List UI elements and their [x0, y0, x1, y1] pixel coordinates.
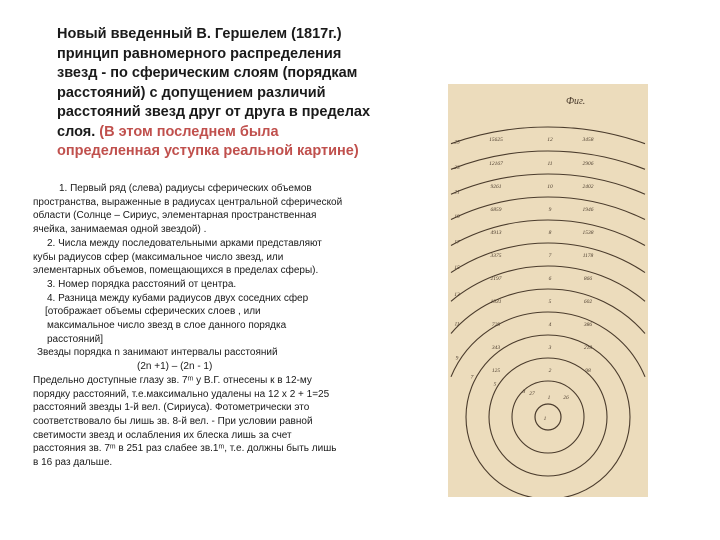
difference-label: 26 — [563, 395, 569, 401]
cube-label: 2197 — [490, 276, 502, 282]
difference-label: 602 — [583, 299, 593, 305]
text-line: 4. Разница между кубами радиусов двух соседних сфер — [47, 292, 309, 304]
explanation-text — [33, 182, 378, 470]
cube-label: 3375 — [490, 253, 502, 259]
text-line: максимальное число звезд в слое данного порядка — [47, 320, 287, 332]
radius-label: 9 — [455, 355, 459, 362]
text-line: расстояний] — [47, 333, 104, 345]
difference-label: 1178 — [582, 253, 594, 259]
text-line: 1. Первый ряд (слева) радиусы сферических объемов — [59, 183, 312, 194]
difference-label: 218 — [583, 345, 593, 351]
order-label: 12 — [547, 137, 553, 143]
text-line: Предельно доступные глазу зв. 7ᵐ у В.Г. отнесены к в 12-му — [33, 374, 312, 386]
cube-label: 4913 — [490, 230, 502, 236]
radius-label: 13 — [454, 292, 460, 299]
text-line: расстояния зв. 7ᵐ в 251 раз слабее зв.1ᵐ, т.е. должны быть лишь — [33, 443, 337, 455]
title-main: Новый введенный В. Гершелем (1817г.) принцип равномерного распределения звезд - по сферическим слоям (порядкам расстояний) с допущением различий расстояний звезд друг от друга в пределах слоя. — [57, 26, 371, 140]
difference-label: 3458 — [582, 137, 594, 143]
radius-label: 5 — [493, 381, 497, 388]
difference-label: 386 — [583, 322, 593, 328]
radius-label: 17 — [454, 239, 460, 246]
text-line: пространства, выраженные в радиусах центральной сферической — [33, 196, 343, 208]
cube-label: 9261 — [490, 184, 502, 190]
text-line: элементарных объемов, помещающихся в пределах сферы). — [33, 265, 319, 277]
text-line: кубы радиусов сфер (максимальное число звезд, или — [33, 251, 284, 263]
text-line: 2. Числа между последовательными арками представляют — [47, 237, 322, 249]
title-note: (В этом последнем была определенная уступка реальной картине) — [57, 123, 359, 159]
order-label: 10 — [547, 184, 553, 190]
cube-label: 6859 — [490, 207, 502, 213]
radius-label: 11 — [454, 321, 460, 328]
difference-label: 2906 — [582, 161, 594, 167]
order-label: 11 — [547, 161, 553, 167]
order-label: 4 — [548, 322, 552, 328]
difference-label: 1946 — [582, 207, 594, 213]
cube-label: 729 — [491, 322, 501, 328]
cube-label: 27 — [529, 391, 535, 397]
order-label: 8 — [548, 230, 552, 236]
cube-label: 125 — [491, 368, 501, 374]
cube-label: 12167 — [489, 161, 503, 167]
text-line: 3. Номер порядка расстояний от центра. — [47, 278, 237, 290]
radius-label: 3 — [522, 389, 526, 395]
order-label: 9 — [548, 207, 552, 213]
radius-label: 7 — [470, 374, 474, 381]
figure-caption: Фиг. — [566, 96, 586, 107]
text-line: ячейка, занимаемая одной звездой) . — [33, 224, 207, 236]
text-line: в 16 раз дальше. — [33, 457, 113, 469]
text-line: соответствовало бы лишь зв. 8-й вел. - При условии равной — [33, 415, 313, 427]
concentric-arcs-diagram — [448, 84, 648, 497]
cube-label: 1331 — [490, 299, 502, 305]
radius-label: 21 — [454, 189, 460, 196]
radius-label: 15 — [454, 265, 460, 272]
cube-label: 15625 — [489, 137, 503, 143]
text-line: расстояний звезды 1-й вел. (Сириуса). Фотометрически это — [33, 402, 310, 414]
order-label: 5 — [548, 299, 552, 305]
order-label: 1 — [547, 395, 551, 401]
text-line: Звезды порядка n занимают интервалы расстояний — [37, 347, 278, 359]
slide-title — [57, 25, 377, 162]
difference-label: 1538 — [582, 230, 594, 236]
herschel-figure — [448, 84, 648, 497]
order-label: 2 — [548, 368, 552, 374]
radius-label: 23 — [454, 164, 460, 171]
order-label: 3 — [548, 345, 552, 351]
order-label: 7 — [548, 253, 552, 259]
order-label: 6 — [548, 276, 552, 282]
text-line: (2n +1) – (2n - 1) — [137, 361, 213, 373]
text-line: [отображает объемы сферических слоев , или — [45, 306, 261, 318]
text-line: светимости звезд и ослабления их блеска лишь за счет — [33, 429, 292, 441]
radius-label: 1 — [543, 416, 547, 422]
difference-label: 866 — [583, 276, 593, 282]
radius-label: 25 — [454, 139, 460, 146]
cube-label: 343 — [491, 345, 501, 351]
difference-label: 98 — [585, 368, 591, 374]
text-line: порядку расстояний, т.е.максимально удалены на 12 х 2 + 1=25 — [33, 388, 330, 400]
figure-paper — [448, 84, 648, 497]
difference-label: 2402 — [582, 184, 594, 190]
text-line: области (Солнце – Сириус, элементарная пространственная — [33, 210, 317, 222]
radius-label: 19 — [454, 214, 460, 221]
